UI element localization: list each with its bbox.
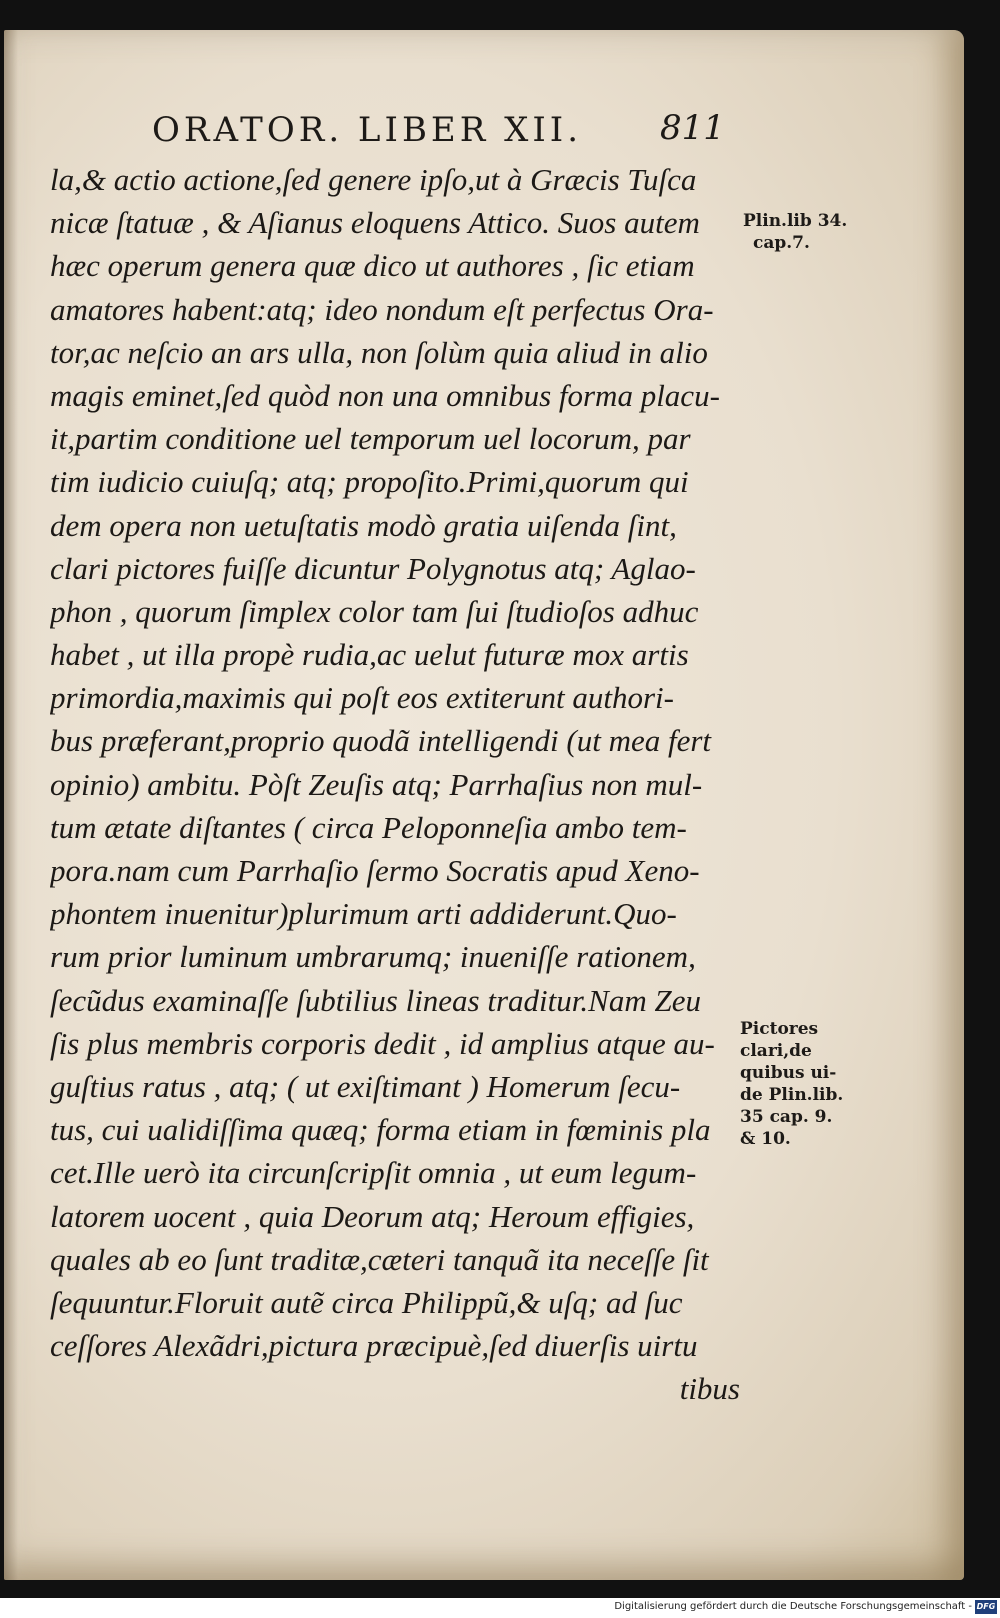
page-number: 811 [660,108,725,148]
digitization-footer [0,1598,1000,1618]
marginal-note-line: quibus ui- [740,1063,837,1083]
text-line: phon , quorum ſimplex color tam ſui ſtudioſos adhuc [50,593,699,629]
text-line: tor,ac neſcio an ars ulla, non ſolùm quia aliud in alio [50,334,708,370]
text-line: clari pictores fuiſſe dicuntur Polygnotus atq; Aglao- [50,550,696,586]
text-line: ceſſores Alexãdri,pictura præcipuè,ſed diuerſis uirtu [50,1328,698,1364]
text-line: bus præferant,proprio quodã intelligendi (ut mea fert [50,723,712,759]
text-line: ſis plus membris corporis dedit , id amplius atque au- [50,1025,715,1061]
text-line: opinio) ambitu. Pòſt Zeuſis atq; Parrhaſius non mul- [50,766,703,802]
marginal-note-line: Pictores [740,1019,819,1039]
running-title: ORATOR. LIBER XII. [152,110,583,150]
text-line: amatores habent:atq; ideo nondum eſt perfectus Ora- [50,291,714,327]
text-line: latorem uocent , quia Deorum atq; Heroum effigies, [50,1198,695,1234]
text-line: magis eminet,ſed quòd non una omnibus forma placu- [50,377,720,413]
text-line: hæc operum genera quæ dico ut authores , ſic etiam [50,248,695,284]
text-line: pora.nam cum Parrhaſio ſermo Socratis apud Xeno- [50,853,700,888]
body-text [50,158,740,1410]
text-line: la,& actio actione,ſed genere ipſo,ut à Græcis Tuſca [50,162,697,197]
text-line: habet , ut illa propè rudia,ac uelut futuræ mox artis [50,637,689,673]
marginal-note-line: cap.7. [753,233,810,253]
funding-credit: Digitalisierung gefördert durch die Deutsche Forschungsgemeinschaft - [614,1601,972,1612]
text-line: it,partim conditione uel temporum uel locorum, par [50,421,691,457]
text-line: dem opera non uetuſtatis modò gratia uiſenda ſint, [50,507,677,543]
text-line: nicæ ſtatuæ , & Aſianus eloquens Attico. Suos autem [50,205,700,241]
marginal-note-line: Plin.lib 34. [743,211,848,231]
text-line: primordia,maximis qui poſt eos extiterunt authori- [50,680,674,716]
text-line: cet.Ille uerò ita circunſcripſit omnia , ut eum legum- [50,1155,697,1191]
text-line: tum ætate diſtantes ( circa Peloponneſia ambo tem- [50,809,687,845]
text-line: phontem inuenitur)plurimum arti addiderunt.Quo- [50,896,677,932]
text-line: guſtius ratus , atq; ( ut exiſtimant ) Homerum ſecu- [50,1068,681,1104]
text-line: tus, cui ualidiſſima quæq; forma etiam in fœminis pla [50,1112,711,1148]
marginal-note-line: clari,de [740,1041,812,1061]
marginal-note-line: de Plin.lib. [740,1085,844,1105]
gutter-shadow [4,30,18,1580]
text-line: quales ab eo ſunt traditæ,cæteri tanquã ita neceſſe ſit [50,1241,709,1277]
marginal-note-line: & 10. [740,1129,791,1149]
text-line: rum prior luminum umbrarumq; inueniſſe rationem, [50,939,696,975]
marginal-note-line: 35 cap. 9. [740,1107,833,1127]
catchword-line: tibus [679,1371,740,1407]
dfg-logo: DFG [975,1600,997,1614]
text-line: tim iudicio cuiuſq; atq; propoſito.Primi,quorum qui [50,464,689,500]
text-line: ſequuntur.Floruit autẽ circa Philippũ,& uſq; ad ſuc [50,1284,683,1320]
text-line: ſecũdus examinaſſe ſubtilius lineas traditur.Nam Zeu [50,982,701,1018]
marginal-note-plin [743,210,883,254]
marginal-note-pictores [740,1018,880,1150]
